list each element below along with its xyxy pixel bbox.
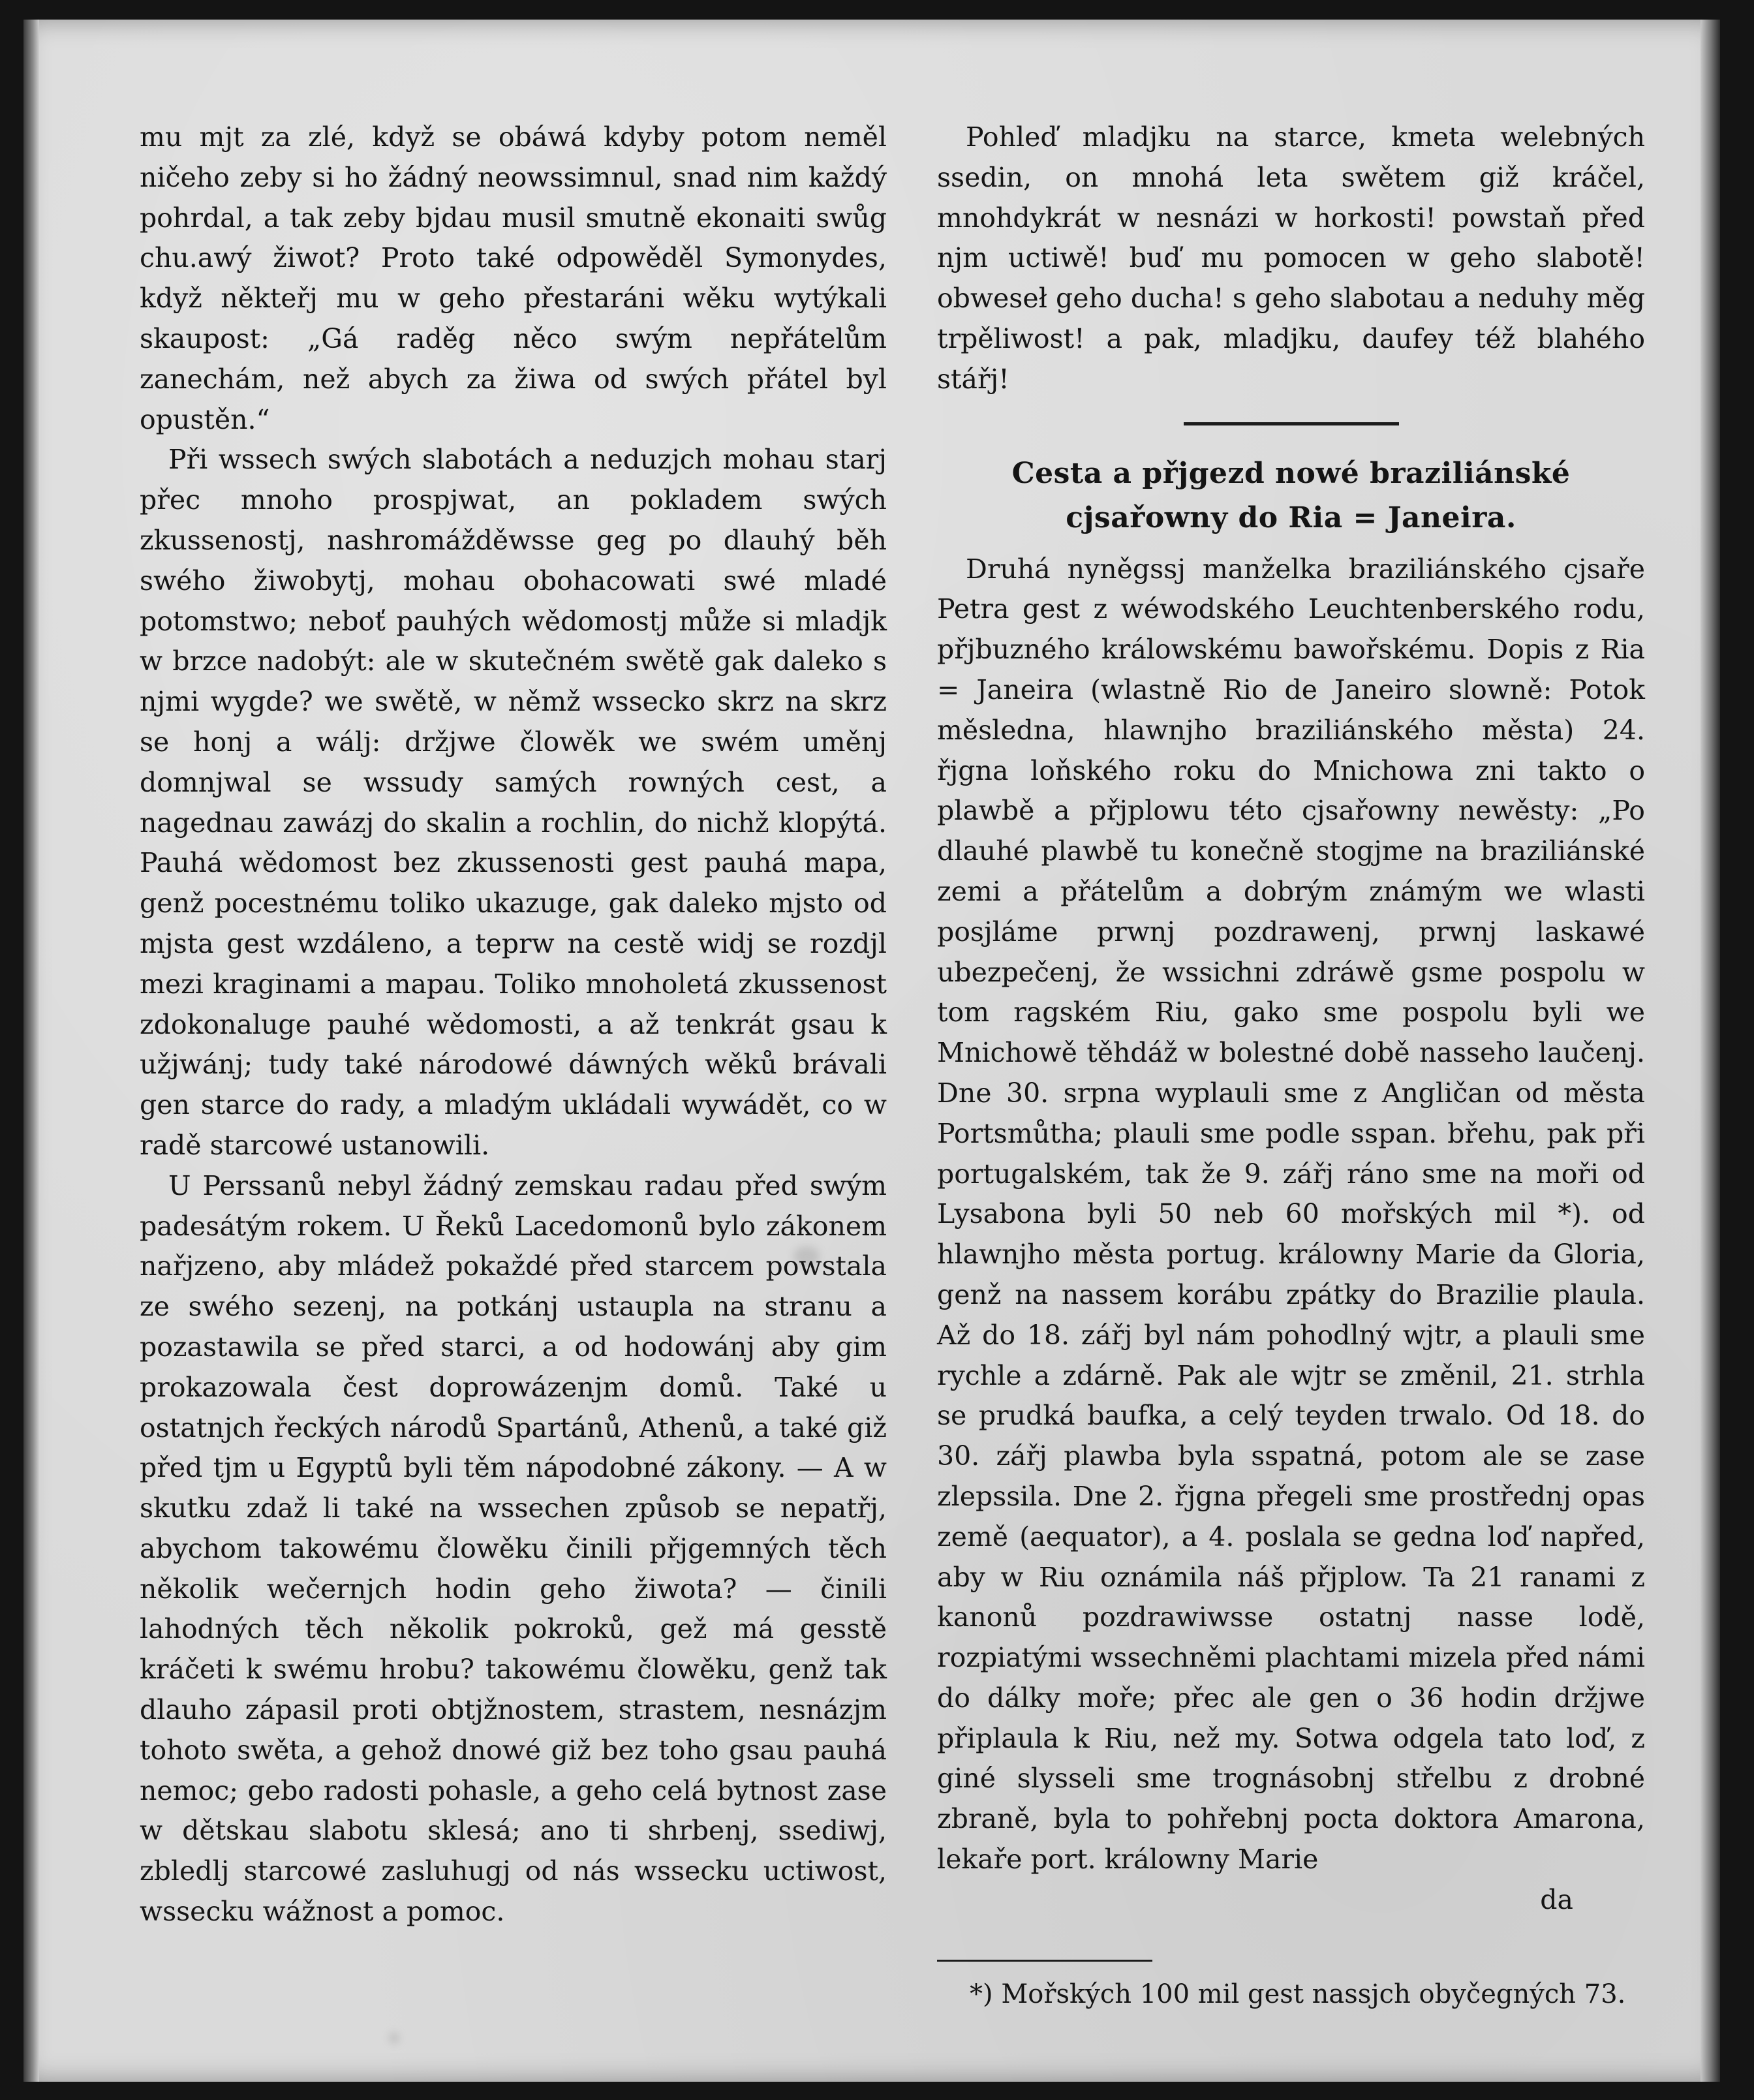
book-page (23, 20, 1720, 2082)
left-column (140, 117, 887, 1932)
right-column (937, 117, 1645, 2015)
paragraph-left-2: Při wssech swých slabotách a neduzjch mohau starj přec mnoho prospjwat, an pokladem swých zkussenostj, nashromážděwsse geg po dlauhý běh swého žiwobytj, mohau obohacowati swé mladé potomstwo; neboť pauhých wědomostj může si mladjk w brzce nadobýt: ale w skutečném swětě gak daleko s njmi wygde? we swětě, w němž wssecko skrz na skrz se honj a wálj: držjwe člowěk we swém uměnj domnjwal se wssudy samých rowných cest, a nagednau zawázj do skalin a rochlin, do nichž klopýtá. Pauhá wědomost bez zkussenosti gest pauhá mapa, genž pocestnému tolikо ukazuge, gak daleko mjsto od mjsta gest wzdáleno, a teprw na cestě widj se rozdjl mezi kraginami a mapau. Toliko mnoholetá zkussenost zdokonaluge pauhé wědomosti, a až tenkrát gsau k užjwánj; tudy také národowé dáwných wěků brávali gen starce do rady, a mladým ukládali wywádět, co w radě starcowé ustanowili. (140, 444, 887, 1161)
print-dot (389, 2033, 399, 2043)
article-paragraph: Druhá nyněgssj manželka braziliánského cjsaře Petra gest z wéwodského Leuchtenberského rodu, přjbuzného králowskému bawořskému. Dopis z Ria = Janeira (wlastně Rio de Janeiro slowně: Potok měsledna, hlawnjho braziliánského města) 24. řjgna loňského roku do Mnichowa zni takto o plawbě a přjplowu této cjsařowny newěsty: „Po dlauhé plawbě tu konečně stogjme na braziliánské zemi a přátelům a dobrým známým we wlasti posjláme prwnj pozdrawenj, prwnj laskawé ubezpečenj, že wssichni zdráwě gsme pospolu w tom ragském Riu, gako sme pospolu byli we Mnichowě těhdáž w bolestné době nasseho laučenj. Dne 30. srpna wyplauli sme z Angličan od města Portsmůtha; plauli sme podle sspan. břehu, pak při portugalském, tak že 9. zářj ráno sme na moři od Lysabona byli 50 neb 60 mořských mil *). od hlawnjho města portug. králowny Marie da Gloria, genž na nassem korábu zpátky do Brazilie plaula. Až do 18. zářj byl nám pohodlný wjtr, a plauli sme rychle a zdárně. Pak ale wjtr se změnil, 21. strhla se prudká baufka, a celý teyden trwalo. Od 18. do 30. zářj plawba byla sspatná, potom ale se zase zlepssila. Dne 2. řjgna přegeli sme prostřednj opas země (aequator), a 4. poslala se gedna loď napřed, aby w Riu oznámila náš přjplow. Ta 21 ranami z kanonů pozdrawiwsse ostatnj nasse lodě, rozpiatými wssechněmi plachtami mizela před námi do dálky moře; přec ale gen o 36 hodin držjwe připlaula k Riu, než my. Sotwa odgela tato loď, z giné slysseli sme trognásobnj střelbu z drobné zbraně, byla to pohřebnj pocta doktora Amarona, lekaře port. králowny Marie (937, 553, 1645, 1876)
footnote: *) Mořských 100 mil gest nassjch obyčegných 73. (970, 1979, 1626, 2009)
paragraph-left-1: mu mjt za zlé, když se obáwá kdyby potom neměl ničeho zeby si ho žádný neowssimnul, snad nim každý pohrdal, a tak zeby bjdau musil smutně ekonaiti swůg chu.awý žiwot? Proto také odpowěděl Symonydes, když někteřj mu w geho přestaráni wěku wytýkali skaupost: „Gá raděg něco swým nepřátelům zanechám, než abych za žiwa od swých přátel byl opustěn.“ (140, 121, 887, 435)
paragraph-right-1: Pohleď mladjku na starce, kmeta welebných ssedin, on mnohá leta swětem giž kráčel, mnohdykrát w nesnázi w horkosti! powstaň před njm uctiwě! buď mu pomocen w geho slabotě! obweseł geho ducha! s geho slabotau a neduhy měg trpěliwost! a pak, mladjku, daufey též blahého stářj! (937, 121, 1645, 395)
section-divider (1184, 422, 1399, 425)
catchword: da (1540, 1883, 1573, 1915)
footnote-divider (937, 1960, 1152, 1962)
paragraph-left-3: U Perssanů nebyl žádný zemskau radau před swým padesátým rokem. U Řeků Lacedomonů bylo zákonem nařjzeno, aby mládež pokaždé před starcem powstala ze swého sezenj, na potkánj ustaupla na stranu a pozastawila se před starci, a od hodowánj aby gim prokazowala čest doprowázenjm domů. Také u ostatnjch řeckých národů Spartánů, Athenů, a také giž před tjm u Egyptů byli těm nápodobné zákony. — A w skutku zdaž li také na wssechen způsob se nepatřj, abychom takowému člowěku činili přjgemných těch několik wečernjch hodin geho žiwota? — činili lahodných těch několik pokroků, gež má gesstě kráčeti k swému hrobu? takowému člowěku, genž tak dlauho zápasil proti obtjžnostem, strastem, nesnázjm tohoto swěta, a gehož dnowé giž bez toho gsau pauhá nemoc; gebo radosti pohasle, a geho celá bytnost zase w dětskau slabotu sklesá; ano ti shrbenj, ssediwj, zbledlj starcowé zasluhugj od nás wssecku uctiwost, wssecku wážnost a pomoc. (140, 1169, 887, 1928)
page-gutter-shadow (23, 20, 39, 2082)
page-edge-shadow (1700, 20, 1720, 2082)
article-title: Cesta a přjgezd nowé braziliánské cjsařowny do Ria = Janeira. (1011, 456, 1571, 534)
